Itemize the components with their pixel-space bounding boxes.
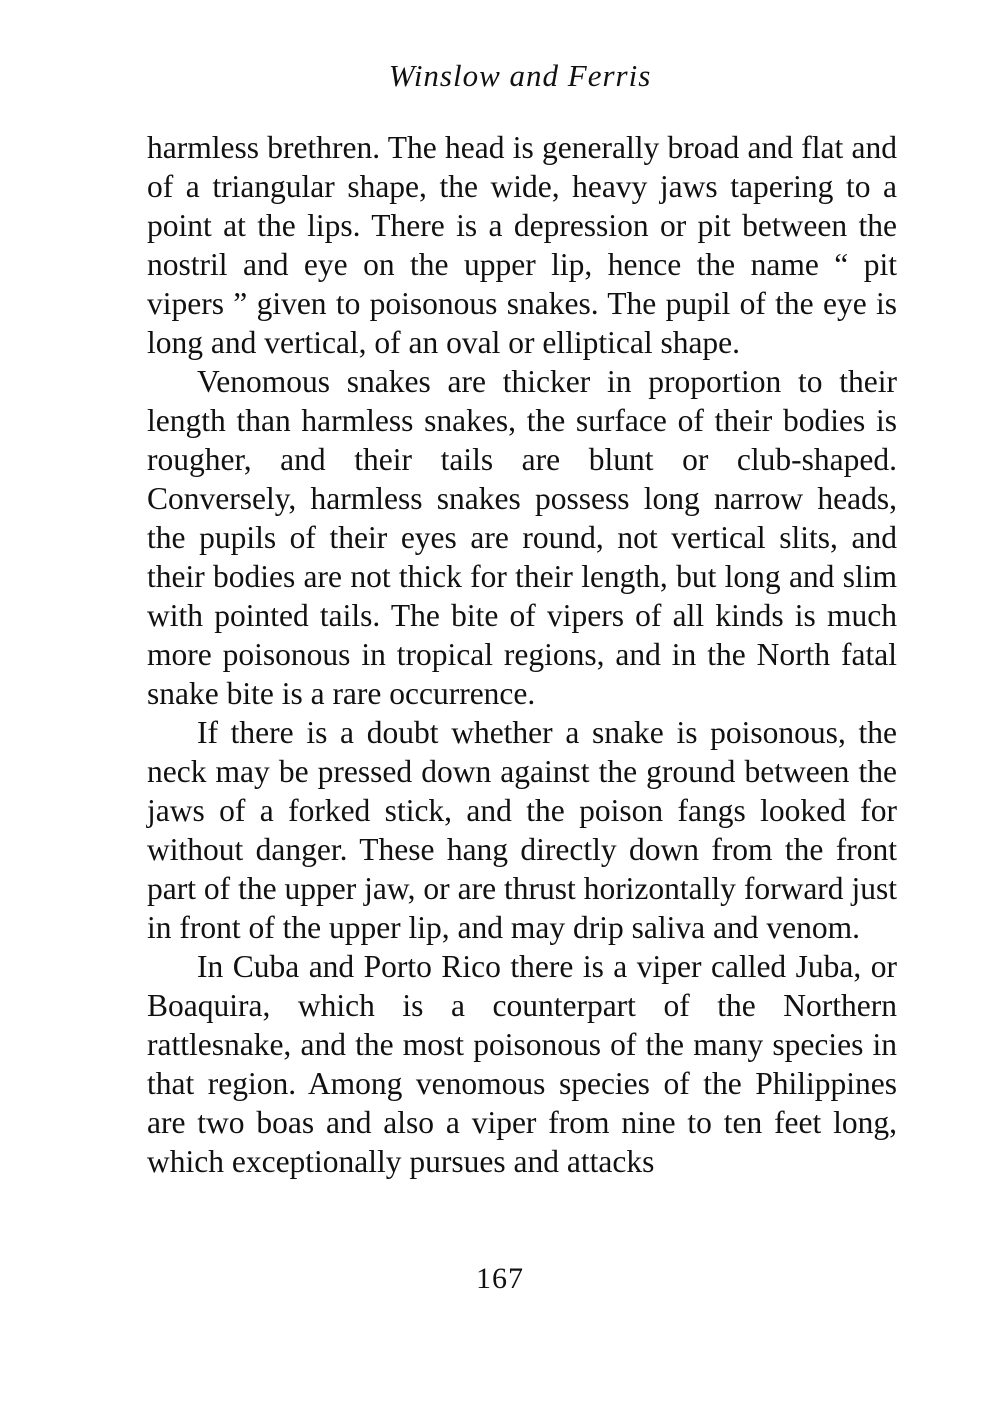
paragraph-2: Venomous snakes are thicker in proportion to their length than harmless snakes, the surface of their bodies is rougher, and their tails are blunt or club-shaped. Conversely, harmless snakes possess long narrow heads, the pupils of their eyes are round, not vertical slits, and their bodies are not thick for their length, but long and slim with pointed tails. The bite of vipers of all kinds is much more poisonous in tropical regions, and in the North fatal snake bite is a rare occurrence. [147, 364, 897, 711]
paragraph-3: If there is a doubt whether a snake is poisonous, the neck may be pressed down against the ground between the jaws of a forked stick, and the poison fangs looked for without danger. These hang directly down from the front part of the upper jaw, or are thrust horizontally forward just in front of the upper lip, and may drip saliva and venom. [147, 715, 897, 945]
body-text [147, 128, 897, 1181]
paragraph-4: In Cuba and Porto Rico there is a viper called Juba, or Boaquira, which is a counterpart of the Northern rattlesnake, and the most poisonous of the many species in that region. Among venomous species of the Philippines are two boas and also a viper from nine to ten feet long, which exceptionally pursues and attacks [147, 949, 897, 1179]
running-head: Winslow and Ferris [388, 58, 652, 93]
page-number: 167 [476, 1262, 524, 1295]
paragraph-1: harmless brethren. The head is generally broad and flat and of a triangular shape, the wide, heavy jaws tapering to a point at the lips. There is a depression or pit between the nostril and eye on the upper lip, hence the name “ pit vipers ” given to poisonous snakes. The pupil of the eye is long and vertical, of an oval or elliptical shape. [147, 130, 897, 360]
